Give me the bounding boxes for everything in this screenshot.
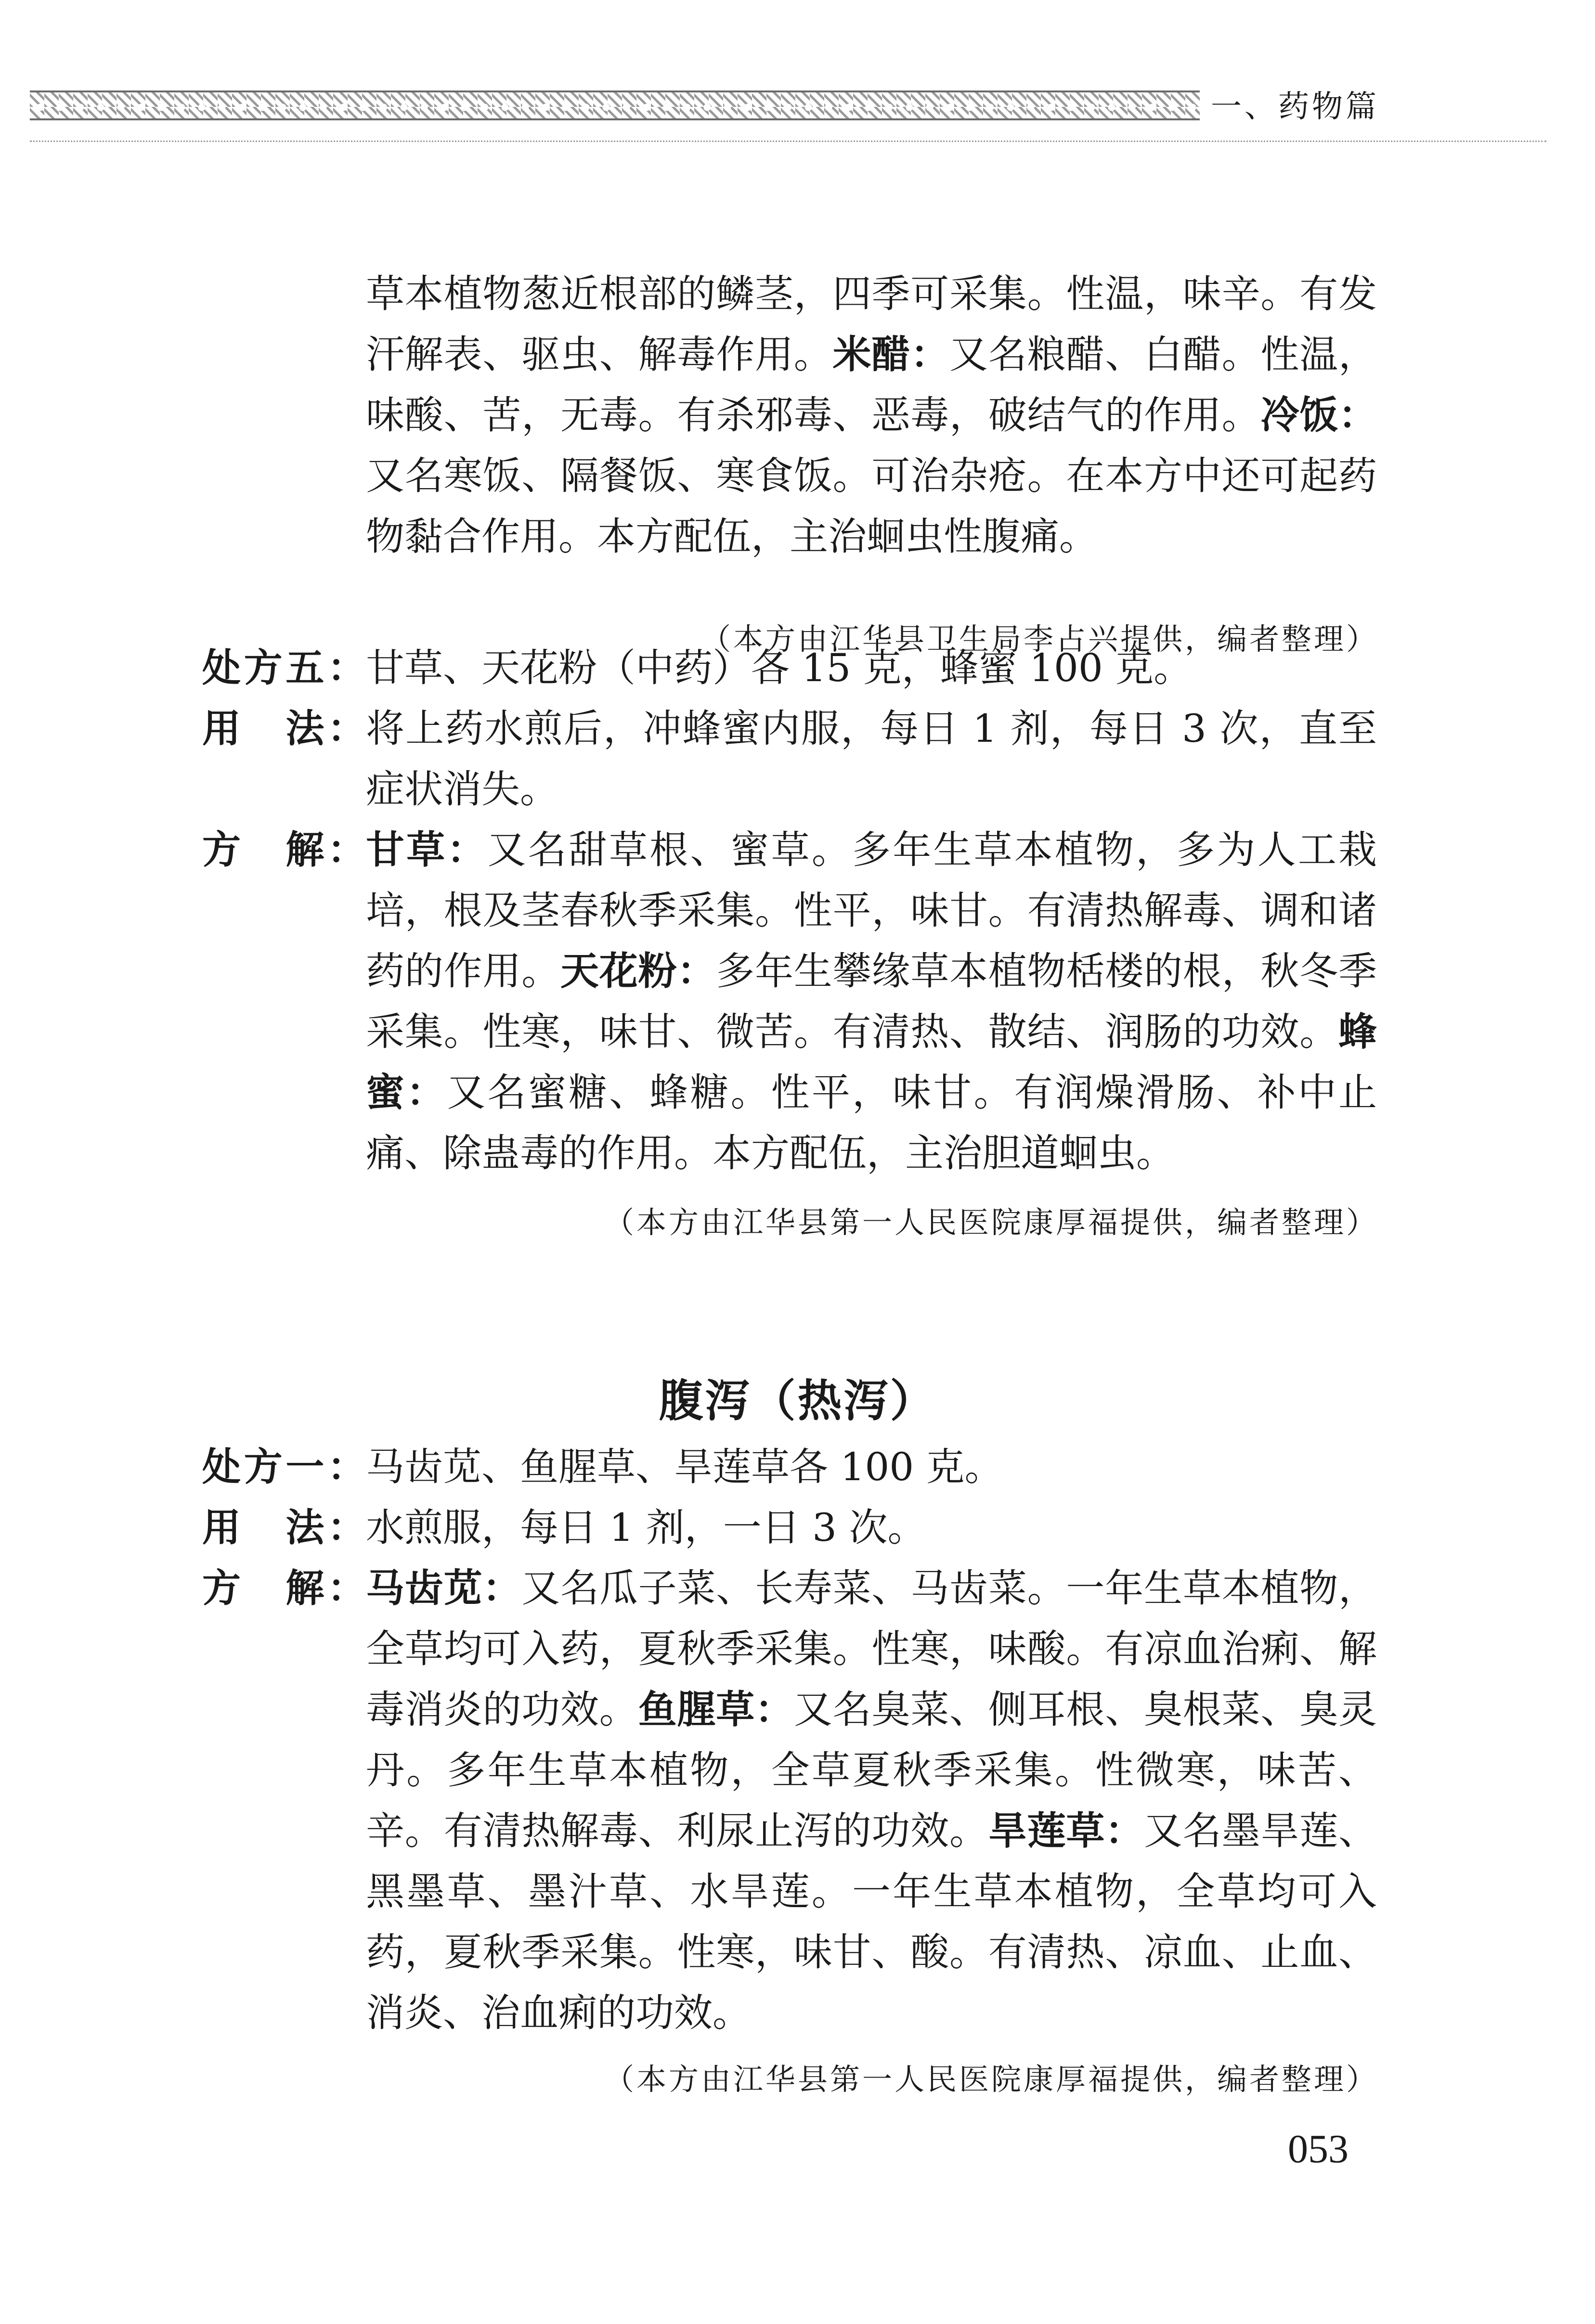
herb-term: 甘草：: [366, 827, 488, 872]
usage-text: 将上药水煎后，冲蜂蜜内服，每日 1 剂，每日 3 次，直至症状消失。: [366, 706, 1377, 812]
herb-description: 又名瓜子菜、长寿菜、马齿菜。一年生草本植物，全草均可入药，夏秋季采集。性寒，味酸。有凉血治痢、解毒消炎的功效。: [366, 1566, 1377, 1732]
prescription-label: 处方一：: [202, 1445, 366, 1489]
prescription-1: [202, 1437, 1377, 1498]
chapter-title: 一、药物篇: [1211, 89, 1379, 125]
prescription-text: 马齿苋、鱼腥草、旱莲草各 100 克。: [366, 1445, 1003, 1489]
herb-term: 天花粉：: [560, 949, 716, 994]
herb-term: 马齿苋：: [366, 1566, 522, 1611]
continued-explanation: [366, 264, 1377, 567]
source-note-2: （本方由江华县第一人民医院康厚福提供，编者整理）: [604, 1205, 1378, 1240]
source-note-1: （本方由江华县卫生局李占兴提供，编者整理）: [700, 621, 1378, 657]
explanation-1: [202, 1558, 1377, 2043]
header-divider: [30, 141, 1546, 142]
herb-description: 草本植物葱近根部的鳞茎，四季可采集。性温，味辛。有发汗解表、驱虫、解毒作用。: [366, 271, 1377, 377]
herb-description: 多年生攀缘草本植物栝楼的根，秋冬季采集。性寒，味甘、微苦。有清热、散结、润肠的功效。: [366, 949, 1377, 1054]
header-ornament-band: [30, 90, 1200, 120]
page-number: 053: [1288, 2127, 1349, 2171]
usage-label: 用 法：: [202, 1505, 366, 1550]
herb-description: 又名甜草根、蜜草。多年生草本植物，多为人工栽培，根及茎春秋季采集。性平，味甘。有清热解毒、调和诸药的作用。: [366, 827, 1377, 994]
herb-description: 又名寒饭、隔餐饭、寒食饭。可治杂疮。在本方中还可起药物黏合作用。本方配伍，主治蛔虫性腹痛。: [366, 453, 1377, 559]
explanation-text: [366, 1558, 1377, 2043]
source-note-3: （本方由江华县第一人民医院康厚福提供，编者整理）: [604, 2062, 1378, 2097]
herb-term: 蜂蜜：: [366, 1009, 1377, 1115]
explanation-5: [202, 820, 1377, 1184]
herb-description: 又名蜜糖、蜂糖。性平，味甘。有润燥滑肠、补中止痛、除蛊毒的作用。本方配伍，主治胆道蛔虫。: [366, 1070, 1377, 1175]
herb-description: 又名臭菜、侧耳根、臭根菜、臭灵丹。多年生草本植物，全草夏秋季采集。性微寒，味苦、辛。有清热解毒、利尿止泻的功效。: [366, 1687, 1377, 1853]
usage-label: 用 法：: [202, 706, 366, 751]
explanation-label: 方 解：: [202, 1566, 366, 1611]
prescription-text: 甘草、天花粉（中药）各 15 克，蜂蜜 100 克。: [366, 646, 1193, 690]
herb-term: 米醋：: [832, 332, 950, 377]
usage-1: [202, 1498, 1377, 1558]
section-title: 腹泻（热泻）: [659, 1375, 936, 1427]
herb-term: 旱莲草：: [988, 1808, 1144, 1853]
usage-5: [202, 698, 1377, 820]
herb-description: 又名墨旱莲、黑墨草、墨汁草、水旱莲。一年生草本植物，全草均可入药，夏秋季采集。性寒，味甘、酸。有清热、凉血、止血、消炎、治血痢的功效。: [366, 1808, 1377, 2035]
prescription-label: 处方五：: [202, 646, 366, 690]
prescription-5: [202, 638, 1377, 698]
explanation-text: [366, 820, 1377, 1184]
usage-text: 水煎服，每日 1 剂，一日 3 次。: [366, 1505, 926, 1550]
herb-term: 鱼腥草：: [638, 1687, 794, 1732]
herb-description: 又名粮醋、白醋。性温，味酸、苦，无毒。有杀邪毒、恶毒，破结气的作用。: [366, 332, 1377, 438]
herb-term: 冷饭：: [1260, 393, 1377, 438]
explanation-label: 方 解：: [202, 827, 366, 872]
